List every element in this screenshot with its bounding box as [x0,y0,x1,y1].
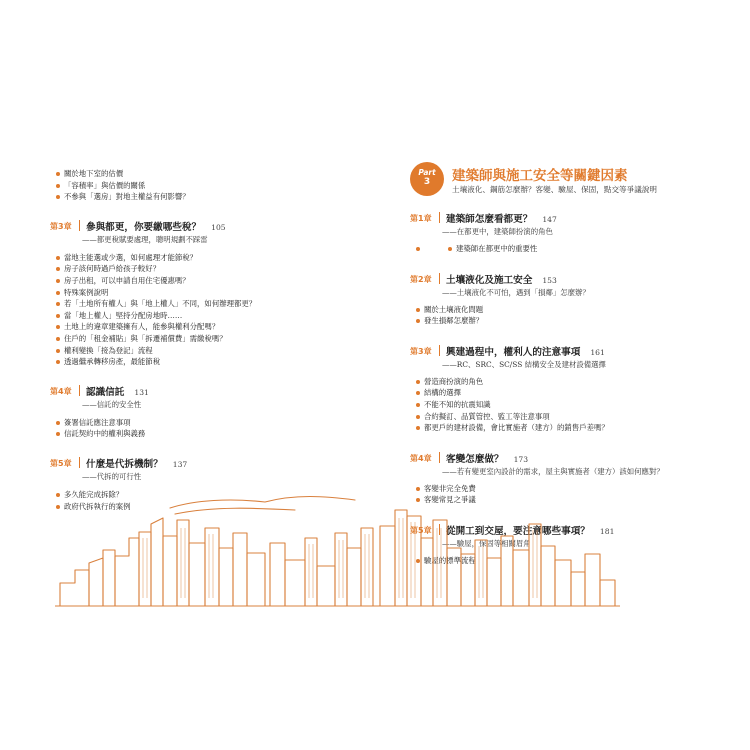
building [347,548,361,606]
chapter-subtitle: ——在都更中，建築師扮演的角色 [442,227,553,236]
chapter-heading [410,343,710,359]
list-item: 都更戶的建材設備，會比實施者（建方）的銷售戶差嗎？ [410,422,710,434]
chapter-title: 什麼是代拆機制？ [86,458,163,470]
list-item: 權利變換「接為登記」流程 [50,345,350,357]
building [361,528,373,606]
chapter-bullets [50,252,350,368]
building [189,543,205,606]
building [151,518,163,606]
chapter-block [50,383,350,440]
divider [439,212,440,223]
chapter-title: 興建過程中，權利人的注意事項 [446,346,581,358]
building [555,560,571,606]
divider [439,452,440,463]
building [380,526,395,606]
building [177,520,189,606]
building [317,566,335,606]
list-item: 結構的選擇 [410,387,710,399]
chapter-block [410,210,710,255]
chapter-number: 第4章 [410,453,432,463]
building [139,532,151,606]
chapter-number: 第1章 [410,214,432,223]
chapter-subtitle: ——RC、SRC、SC/SS 結構安全及建材設備選擇 [442,359,606,369]
chapter-heading [50,383,350,399]
building [335,533,347,606]
building [461,554,475,606]
list-item: 房子該何時過戶給孩子較好？ [50,263,350,275]
chapter-block [410,343,710,434]
building [205,528,219,606]
chapter-bullets [410,376,710,434]
part-subtitle: 土壤液化、鋼筋怎麼辦？客變、驗屋、保固，點交等爭議說明 [452,185,658,194]
list-item: 房子出租，可以申請自用住宅優惠嗎？ [50,275,350,287]
page-number: 181 [599,526,615,536]
building [305,538,317,606]
chapter-title: 參與都更，你要繳哪些稅？ [86,221,202,233]
chapter-number: 第3章 [50,221,72,231]
building [219,548,233,606]
list-item: 不能不知的抗震知識 [410,399,710,411]
chapter-heading [50,218,350,234]
city-skyline-illustration [55,488,620,613]
chapter-subtitle: ——信託的安全性 [82,399,142,409]
divider [439,345,440,356]
list-item: 營造商扮演的角色 [410,376,710,388]
divider [79,385,80,396]
building [447,548,461,606]
building [541,546,555,606]
page-number: 173 [513,454,529,464]
page-number: 147 [542,215,557,224]
building [395,510,407,606]
building [60,570,89,606]
chapter-bullets [410,304,710,327]
page-number: 105 [211,222,226,232]
chapter-subtitle: ——若有變更室內設計的需求，屋主與實施者（建方）該如何應對？ [442,466,664,476]
list-item: 不參與「選房」對地主權益有何影響？ [50,191,350,203]
cloud-stroke [170,497,355,509]
list-item: 關於土壤液化問題 [410,304,710,316]
chapter-heading [410,450,710,466]
left-page-toc [50,168,350,512]
part-number: 3 [423,177,431,187]
building [487,558,501,606]
divider [79,220,80,231]
building [407,516,421,606]
building [115,538,139,606]
building [285,560,305,606]
list-item: 當地主能選或少選，如何處理才能節稅？ [50,252,350,264]
chapter-block [410,271,710,327]
list-item: 當「地上權人」堅持分配房地時…… [50,310,350,322]
list-item [410,243,710,255]
chapter-number: 第5章 [50,458,72,468]
list-item: 「容積率」與估價的關係 [50,180,350,192]
cloud-stroke [175,508,295,514]
building [89,558,103,606]
building-hatching [143,518,537,598]
list-item: 透過繼承轉移房產，最能節稅 [50,356,350,368]
part-title: 建築師與施工安全等關鍵因素 [452,168,628,184]
intro-bullets [50,168,350,203]
list-item: 多久能完成拆除？ [50,489,350,501]
building [233,533,247,606]
chapter-title: 認識信託 [86,386,125,398]
part-badge [410,162,444,196]
list-item-text: 建築師在都更中的重要性 [456,244,538,253]
list-item: 住戶的「租金補貼」與「拆遷補償費」需繳稅嗎？ [50,333,350,345]
bullet-dot [448,247,452,251]
part-header [410,162,710,208]
list-item: 合約擬訂、品質管控、監工等注意事項 [410,411,710,423]
page-number: 161 [590,347,605,357]
building [433,520,447,606]
building [421,538,433,606]
building [585,554,600,606]
building [501,536,513,606]
chapter-bullets [50,417,350,440]
list-item: 若「土地所有權人」與「地上權人」不同，如何辦理都更？ [50,298,350,310]
chapter-subtitle: ——代拆的可行性 [82,471,142,481]
chapter-subtitle: ——驗屋，保固等相關眉角 [442,538,531,548]
building [163,536,177,606]
building [529,524,541,606]
list-item: 關於地下室的估價 [50,168,350,180]
list-item: 特殊案例說明 [50,287,350,299]
list-item: 土地上的違章建築擁有人，能參與權利分配嗎？ [50,321,350,333]
building [600,580,615,606]
list-item: 簽署信託應注意事項 [50,417,350,429]
page-number: 153 [542,275,557,285]
chapter-number: 第2章 [410,274,432,284]
chapter-number: 第4章 [50,386,72,396]
list-item: 客變非完全免費 [410,483,710,495]
part-label: Part [418,168,436,177]
list-item: 驗屋的標準流程 [410,555,710,567]
chapter-number: 第5章 [410,525,432,535]
chapter-title: 客變怎麼做？ [446,453,504,465]
building [571,572,585,606]
divider [79,457,80,468]
page-number: 137 [172,459,188,469]
chapter-heading [50,455,350,471]
list-item: 信託契約中的權利與義務 [50,428,350,440]
building [513,550,529,606]
chapter-subtitle: ——土壤液化不可怕，遇到「損鄰」怎麼辦？ [442,287,590,297]
building [270,543,285,606]
chapter-title: 從開工到交屋，要注意哪些事項？ [446,525,590,537]
list-item: 客變常見之爭議 [410,494,710,506]
chapter-block [50,218,350,368]
building [247,553,265,606]
page-number: 131 [134,387,149,397]
chapter-number: 第3章 [410,346,432,356]
chapter-title: 建築師怎麼看都更？ [446,214,533,225]
chapter-subtitle: ——都更稅賦要處理，聰明規劃不踩雷 [82,234,208,244]
list-item: 發生損鄰怎麼辦？ [410,315,710,327]
building [475,540,487,606]
chapter-heading [410,271,710,287]
divider [439,273,440,284]
chapter-bullets [410,243,710,255]
chapter-heading [410,210,710,226]
list-item: 政府代拆執行的案例 [50,501,350,513]
chapter-title: 土壤液化及施工安全 [446,274,533,286]
building [103,550,115,606]
